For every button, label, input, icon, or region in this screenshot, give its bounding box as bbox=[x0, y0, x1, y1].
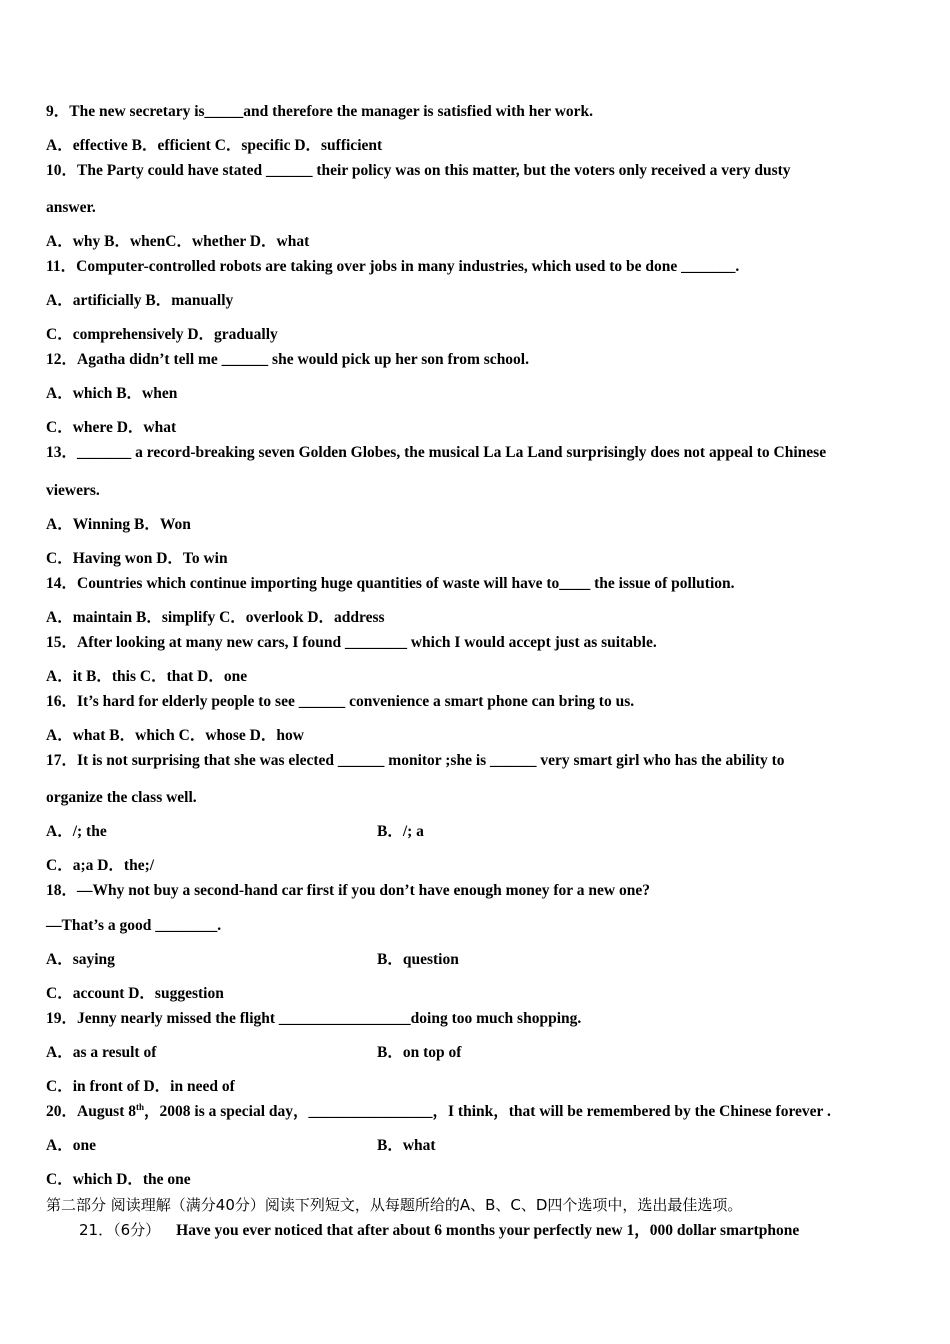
q18-stem-reply: —That’s a good ________. bbox=[46, 917, 222, 934]
q17-stem: 17．It is not surprising that she was elected ______ monitor ;she is ______ very smart girl who has the ability to bbox=[46, 752, 785, 769]
q20-stem bbox=[46, 1102, 831, 1122]
q17-options-cd: C．a;a D．the;/ bbox=[46, 857, 155, 874]
q17-stem-cont: organize the class well. bbox=[46, 789, 197, 806]
q20-option-a: A．one bbox=[46, 1137, 96, 1154]
q13-options-cd: C．Having won D．To win bbox=[46, 550, 228, 567]
q20-stem-sup: th bbox=[136, 1101, 145, 1112]
q18-options-cd: C．account D．suggestion bbox=[46, 985, 224, 1002]
q19-options-cd: C．in front of D．in need of bbox=[46, 1078, 235, 1095]
q10-stem-cont: answer. bbox=[46, 199, 96, 216]
q16-options: A．what B．which C．whose D．how bbox=[46, 727, 304, 744]
q12-options-cd: C．where D．what bbox=[46, 419, 177, 436]
q19-option-b: B．on top of bbox=[377, 1044, 462, 1061]
q21-intro bbox=[79, 1220, 799, 1241]
q21-text: Have you ever noticed that after about 6 months your perfectly new 1，000 dollar smartphone bbox=[176, 1222, 800, 1239]
q9-stem: 9．The new secretary is_____and therefore the manager is satisfied with her work. bbox=[46, 103, 594, 120]
q17-option-a: A．/; the bbox=[46, 823, 107, 840]
part2-heading: 第二部分 阅读理解（满分40分）阅读下列短文，从每题所给的A、B、C、D四个选项中，选出最佳选项。 bbox=[46, 1196, 743, 1214]
q10-stem: 10．The Party could have stated ______ their policy was on this matter, but the voters only received a very dusty bbox=[46, 162, 791, 179]
q19-option-a: A．as a result of bbox=[46, 1044, 157, 1061]
q16-stem: 16．It’s hard for elderly people to see ______ convenience a smart phone can bring to us. bbox=[46, 693, 635, 710]
q9-options: A．effective B．efficient C．specific D．sufficient bbox=[46, 137, 383, 154]
q15-stem: 15．After looking at many new cars, I found ________ which I would accept just as suitable. bbox=[46, 634, 657, 651]
q15-options: A．it B．this C．that D．one bbox=[46, 668, 248, 685]
q20-stem-post: ，2008 is a special day，________________，I think，that will be remembered by the Chinese forever . bbox=[144, 1103, 831, 1120]
q18-option-b: B．question bbox=[377, 951, 459, 968]
q13-stem-cont: viewers. bbox=[46, 482, 100, 499]
q11-options-ab: A．artificially B．manually bbox=[46, 292, 234, 309]
q18-stem: 18．—Why not buy a second-hand car first if you don’t have enough money for a new one? bbox=[46, 882, 650, 899]
q14-stem: 14．Countries which continue importing huge quantities of waste will have to____ the issue of pollution. bbox=[46, 575, 735, 592]
q11-options-cd: C．comprehensively D．gradually bbox=[46, 326, 278, 343]
q12-options-ab: A．which B．when bbox=[46, 385, 178, 402]
q20-options-cd: C．which D．the one bbox=[46, 1171, 191, 1188]
q13-options-ab: A．Winning B．Won bbox=[46, 516, 191, 533]
q19-stem: 19．Jenny nearly missed the flight _________________doing too much shopping. bbox=[46, 1010, 582, 1027]
q20-option-b: B．what bbox=[377, 1137, 436, 1154]
q11-stem: 11．Computer-controlled robots are taking over jobs in many industries, which used to be done _______. bbox=[46, 258, 740, 275]
q17-option-b: B．/; a bbox=[377, 823, 424, 840]
q14-options: A．maintain B．simplify C．overlook D．address bbox=[46, 609, 385, 626]
q13-stem: 13．_______ a record-breaking seven Golden Globes, the musical La La Land surprisingly does not appeal to Chinese bbox=[46, 444, 827, 461]
q10-options: A．why B．whenC．whether D．what bbox=[46, 233, 310, 250]
q20-stem-pre: 20．August 8 bbox=[46, 1103, 137, 1120]
q12-stem: 12．Agatha didn’t tell me ______ she would pick up her son from school. bbox=[46, 351, 529, 368]
q21-number: 21．（6分） bbox=[79, 1221, 161, 1239]
q18-option-a: A．saying bbox=[46, 951, 115, 968]
